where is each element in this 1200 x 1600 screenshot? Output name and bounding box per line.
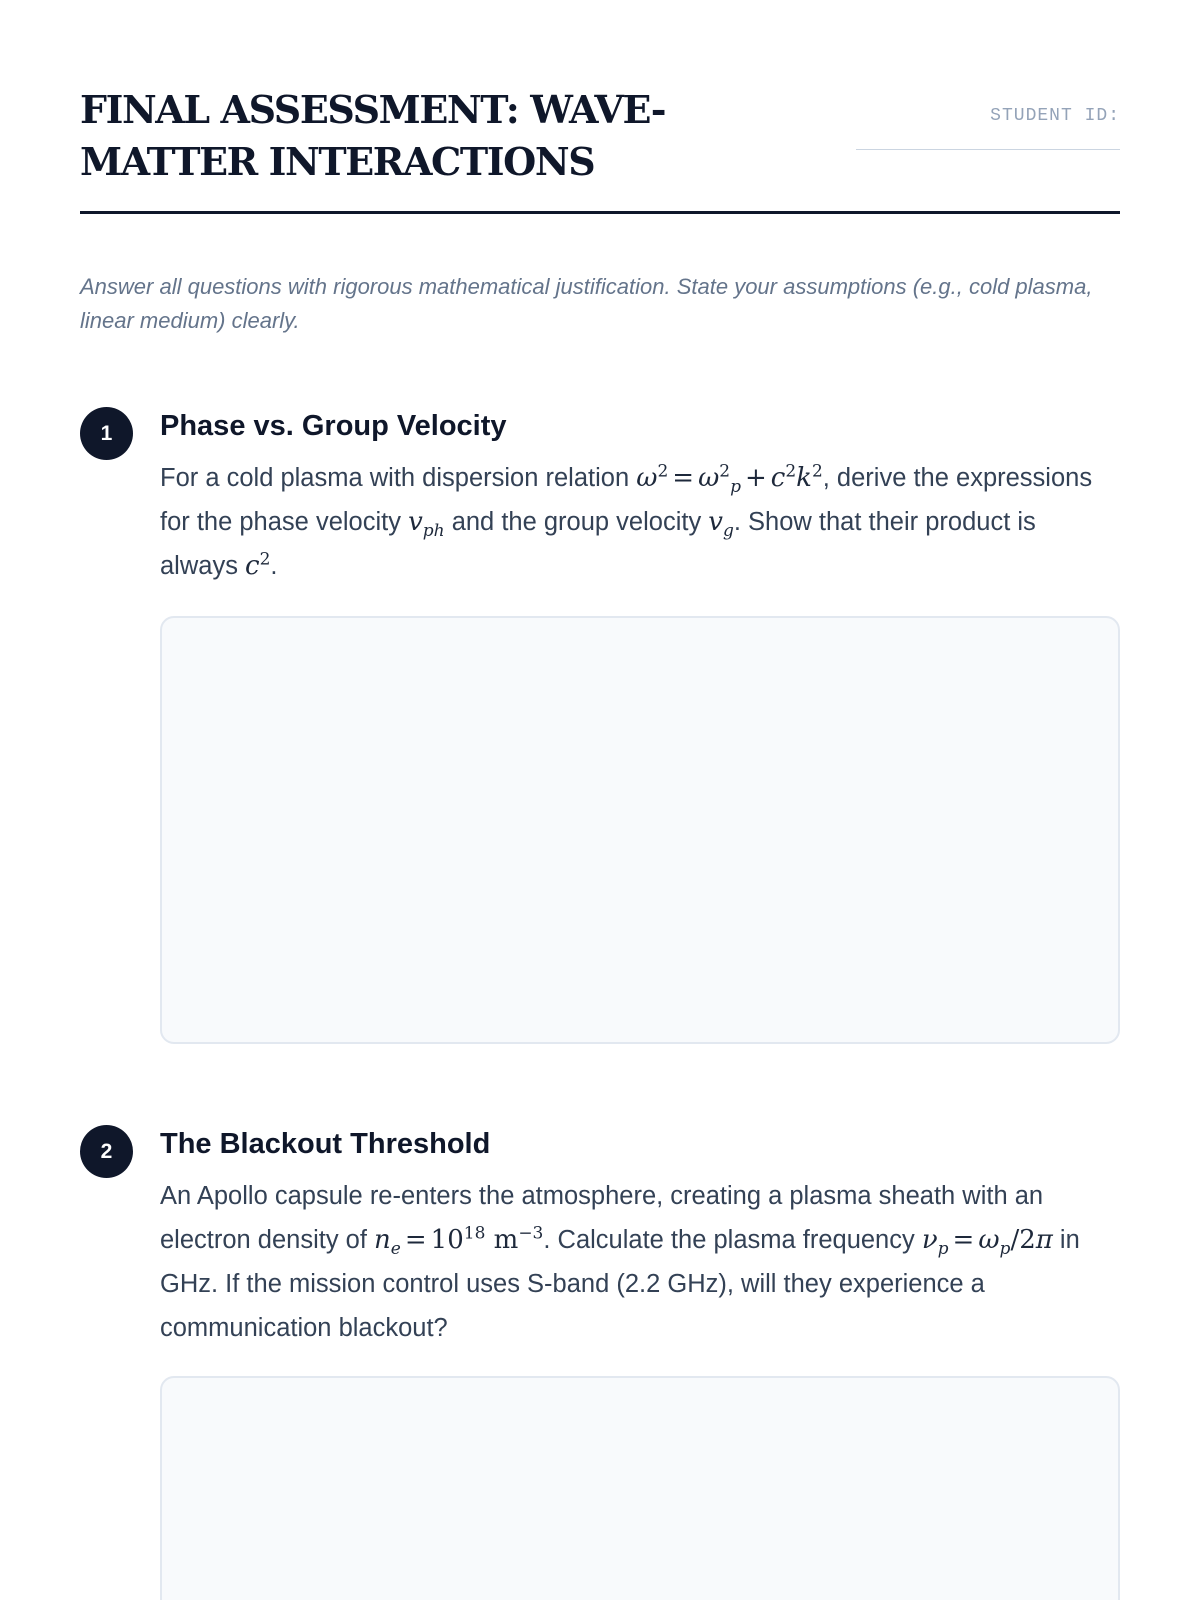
phase-velocity-symbol: $v_{ph}$: [408, 507, 445, 542]
question-text-part: . Show that their product is always: [160, 508, 1036, 580]
question-number-badge: 2: [80, 1125, 133, 1178]
instructions: Answer all questions with rigorous mathematical justification. State your assumptions (e.g., cold plasma, linear medium) clearly.: [80, 274, 1093, 333]
question-number-badge: 1: [80, 407, 133, 460]
question-text-part: and the group velocity: [444, 508, 709, 536]
question-text-part: , derive the expressions for the phase velocity: [160, 464, 1093, 536]
question-text-part: For a cold plasma with dispersion relation: [160, 464, 637, 492]
plasma-frequency-equation: $\nu_p = \omega_p/2\pi$: [921, 1225, 1053, 1260]
question-title: The Blackout Threshold: [160, 1128, 491, 1160]
electron-density-equation: $n_e = 10^{18}$ $m^{-3}$: [374, 1223, 544, 1260]
question-text-part: An Apollo capsule re-enters the atmosphere, creating a plasma sheath with an electron density of: [160, 1182, 1044, 1254]
answer-box[interactable]: [160, 1376, 1120, 1600]
exam-header: [80, 84, 1120, 214]
dispersion-relation-equation: $\omega^2 = \omega^2_p + c^2k^2$: [636, 461, 823, 498]
question-text: [160, 1174, 1120, 1350]
student-id-label: STUDENT ID:: [990, 106, 1120, 126]
c-squared-symbol: $c^2$: [245, 549, 271, 581]
question-text-part: . Calculate the plasma frequency: [543, 1226, 922, 1254]
page-title: FINAL ASSESSMENT: WAVE-MATTER INTERACTIONS: [80, 87, 666, 184]
question-text: [160, 456, 1120, 588]
group-velocity-symbol: $v_g$: [708, 507, 734, 542]
question-title: Phase vs. Group Velocity: [160, 410, 507, 442]
question-text-part: .: [270, 552, 278, 580]
student-id-field[interactable]: [856, 106, 1120, 150]
question-text-part: in GHz. If the mission control uses S-band (2.2 GHz), will they experience a communication blackout?: [160, 1226, 1080, 1342]
answer-box[interactable]: [160, 616, 1120, 1044]
